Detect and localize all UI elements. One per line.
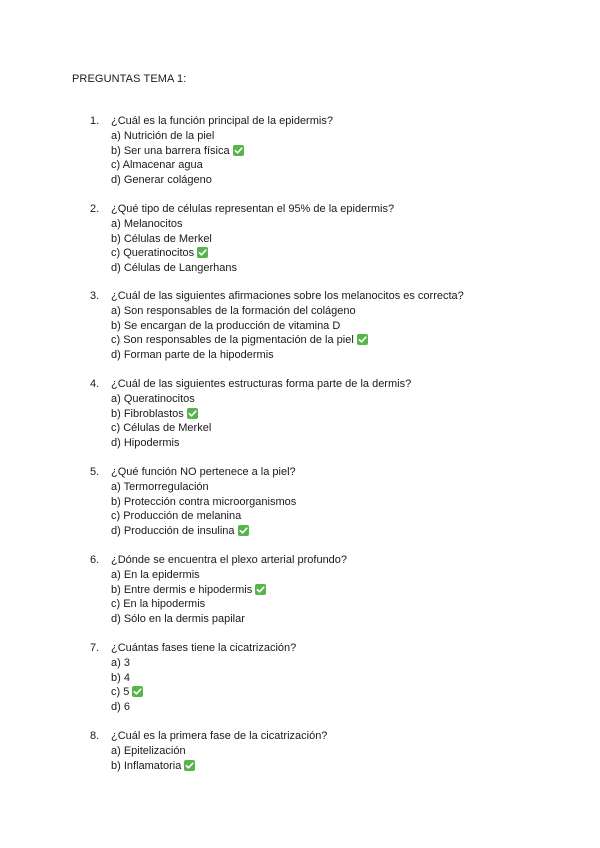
answer-option [90, 144, 570, 159]
question-item [90, 465, 570, 538]
question-line [90, 289, 570, 304]
answer-option-label: a) Epitelización [111, 745, 186, 757]
answer-option [90, 319, 570, 334]
question-item [90, 641, 570, 714]
answer-option [90, 685, 570, 700]
check-mark-icon [238, 525, 249, 536]
answer-options [90, 129, 570, 187]
check-mark-icon [357, 334, 368, 345]
question-item [90, 114, 570, 187]
check-mark-icon [187, 408, 198, 419]
answer-option [90, 421, 570, 436]
answer-option-label: a) Nutrición de la piel [111, 130, 215, 142]
question-number: 6. [90, 554, 100, 566]
answer-option-label: d) Generar colágeno [111, 173, 212, 186]
answer-option-label: a) Termorregulación [111, 481, 209, 493]
check-mark-icon [233, 145, 244, 156]
answer-option [90, 129, 570, 144]
question-line [90, 377, 570, 392]
question-line [90, 729, 570, 744]
question-number: 5. [90, 466, 100, 478]
answer-option-label: d) Sólo en la dermis papilar [111, 612, 245, 625]
question-text: ¿Cuál es la primera fase de la cicatrización? [111, 730, 328, 742]
question-text: ¿Cuál de las siguientes afirmaciones sobre los melanocitos es correcta? [111, 290, 464, 302]
question-number: 2. [90, 203, 100, 215]
answer-option [90, 700, 570, 715]
question-number: 7. [90, 642, 100, 654]
answer-options [90, 392, 570, 450]
answer-option [90, 158, 570, 173]
question-item [90, 202, 570, 275]
answer-option-label: b) 4 [111, 671, 130, 684]
check-mark-icon [255, 584, 266, 595]
answer-option [90, 348, 570, 363]
question-text: ¿Cuál de las siguientes estructuras forma parte de la dermis? [111, 378, 412, 390]
answer-option-label: a) 3 [111, 657, 130, 669]
answer-option [90, 495, 570, 510]
question-text: ¿Dónde se encuentra el plexo arterial profundo? [111, 554, 348, 566]
answer-options [90, 744, 570, 773]
answer-option-label: c) Células de Merkel [111, 422, 212, 435]
answer-option-label: b) Inflamatoria [111, 759, 182, 772]
answer-option-label: c) Producción de melanina [111, 510, 242, 523]
answer-option [90, 656, 570, 671]
question-line [90, 553, 570, 568]
answer-option-label: b) Fibroblastos [111, 407, 184, 420]
answer-option [90, 509, 570, 524]
answer-option [90, 392, 570, 407]
answer-option-label: d) Forman parte de la hipodermis [111, 348, 274, 361]
answer-option [90, 480, 570, 495]
answer-option [90, 597, 570, 612]
answer-option-label: c) 5 [111, 686, 130, 699]
answer-option [90, 568, 570, 583]
answer-option-label: d) Hipodermis [111, 436, 180, 449]
question-item [90, 377, 570, 450]
answer-option [90, 173, 570, 188]
question-item [90, 729, 570, 773]
answer-option-label: b) Entre dermis e hipodermis [111, 583, 253, 596]
answer-option-label: d) Producción de insulina [111, 524, 235, 537]
question-number: 8. [90, 730, 100, 742]
check-mark-icon [132, 686, 143, 697]
answer-option-label: a) Melanocitos [111, 218, 183, 230]
answer-options [90, 568, 570, 626]
answer-option-label: c) Queratinocitos [111, 247, 195, 260]
question-number: 3. [90, 290, 100, 302]
answer-option [90, 333, 570, 348]
answer-option [90, 232, 570, 247]
question-text: ¿Qué función NO pertenece a la piel? [111, 466, 296, 478]
answer-options [90, 656, 570, 714]
answer-option-label: b) Protección contra microorganismos [111, 495, 297, 508]
answer-option-label: a) En la epidermis [111, 569, 200, 581]
answer-options [90, 304, 570, 362]
question-item [90, 289, 570, 362]
answer-option [90, 759, 570, 774]
question-line [90, 114, 570, 129]
question-line [90, 465, 570, 480]
answer-option-label: c) En la hipodermis [111, 598, 206, 611]
answer-option [90, 744, 570, 759]
answer-options [90, 480, 570, 538]
answer-option-label: a) Queratinocitos [111, 393, 195, 405]
answer-option [90, 246, 570, 261]
answer-option-label: b) Ser una barrera física [111, 144, 230, 157]
question-text: ¿Qué tipo de células representan el 95% de la epidermis? [111, 203, 395, 215]
answer-option-label: d) 6 [111, 700, 130, 713]
answer-option-label: b) Se encargan de la producción de vitamina D [111, 319, 341, 332]
answer-option [90, 261, 570, 276]
answer-option [90, 304, 570, 319]
answer-option [90, 583, 570, 598]
answer-option [90, 407, 570, 422]
question-line [90, 202, 570, 217]
check-mark-icon [184, 760, 195, 771]
answer-option-label: d) Células de Langerhans [111, 261, 237, 274]
answer-option [90, 436, 570, 451]
answer-option [90, 612, 570, 627]
question-number: 4. [90, 378, 100, 390]
answer-option-label: a) Son responsables de la formación del colágeno [111, 305, 356, 317]
question-line [90, 641, 570, 656]
answer-options [90, 217, 570, 275]
document-title: PREGUNTAS TEMA 1: [72, 73, 187, 85]
answer-option [90, 671, 570, 686]
question-text: ¿Cuántas fases tiene la cicatrización? [111, 642, 297, 654]
answer-option-label: c) Son responsables de la pigmentación de la piel [111, 334, 354, 347]
check-mark-icon [197, 247, 208, 258]
answer-option-label: b) Células de Merkel [111, 232, 212, 245]
question-item [90, 553, 570, 626]
question-text: ¿Cuál es la función principal de la epidermis? [111, 115, 333, 127]
answer-option-label: c) Almacenar agua [111, 159, 203, 172]
answer-option [90, 524, 570, 539]
question-number: 1. [90, 115, 100, 127]
answer-option [90, 217, 570, 232]
